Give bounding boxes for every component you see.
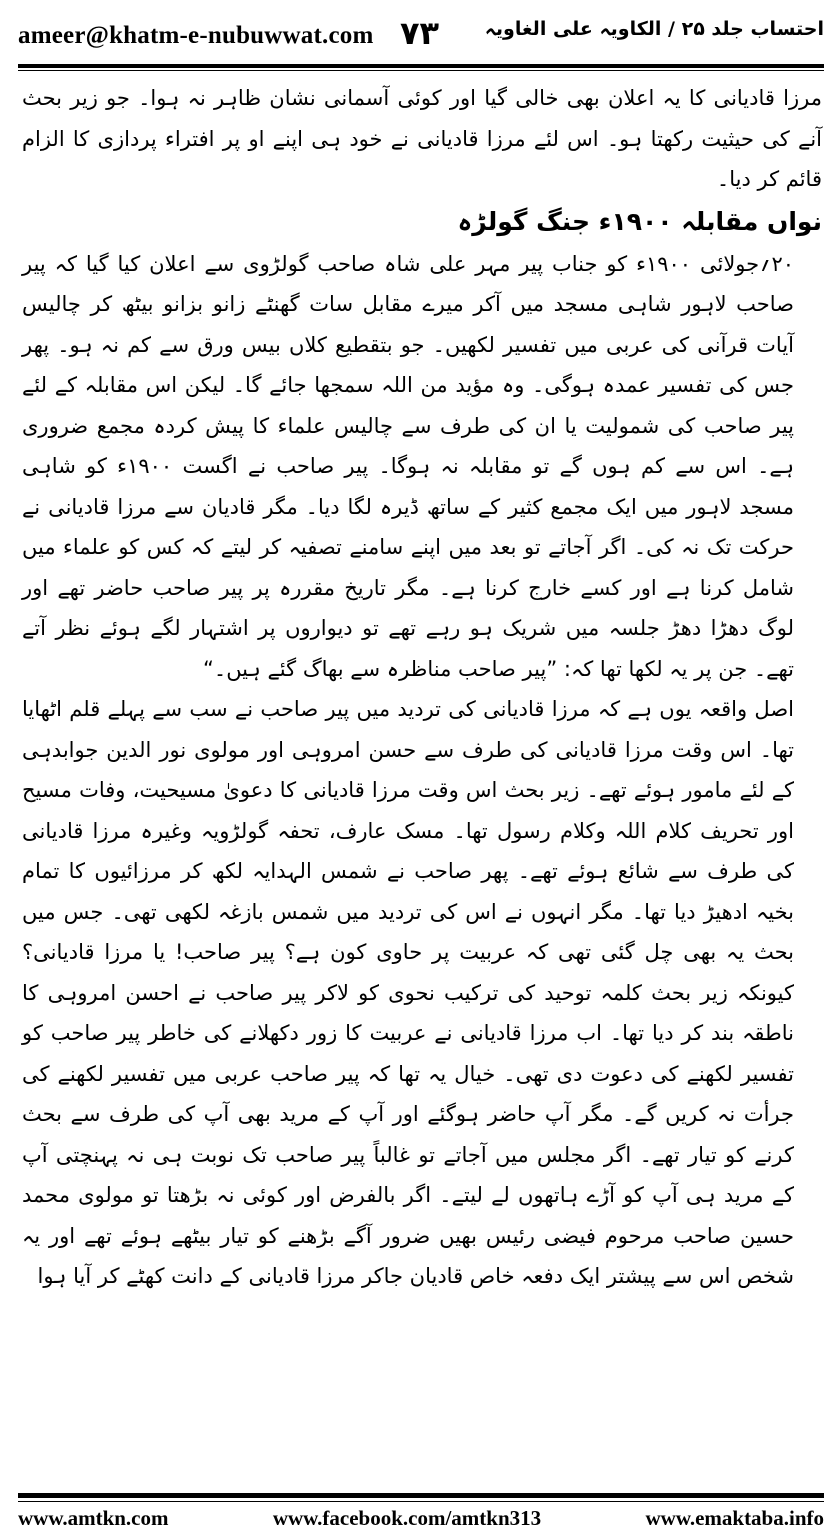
page-header: [18, 14, 824, 60]
footer-link-emaktaba[interactable]: www.emaktaba.info: [645, 1506, 824, 1530]
footer-link-facebook[interactable]: www.facebook.com/amtkn313: [272, 1506, 542, 1530]
header-email[interactable]: ameer@khatm-e-nubuwwat.com: [18, 22, 374, 49]
section-heading: نواں مقابلہ ۱۹۰۰ء جنگ گولڑہ: [457, 206, 822, 236]
footer-link-amtkn[interactable]: www.amtkn.com: [18, 1506, 169, 1530]
header-divider-thin: [18, 70, 824, 71]
footer-divider-thin: [18, 1501, 824, 1502]
main-text: [22, 78, 822, 1297]
paragraph-3: اصل واقعہ یوں ہے کہ مرزا قادیانی کی تردید میں پیر صاحب نے سب سے پہلے قلم اٹھایا تھا۔ اس وقت مرزا قادیانی کی طرف سے حسن امروہی اور مولوی نور الدین جوابدہی کے لئے مامور ہوئے تھے۔ زیر بحث اس وقت مرزا قادیانی کا دعویٰ مسیحیت، وفات مسیح اور تحریف کلام اللہ وکلام رسول تھا۔ مسک عارف، تحفہ گولڑویہ وغیرہ مرزا قادیانی کی طرف سے شائع ہوئے تھے۔ پھر صاحب نے شمس الہدایہ لکھ کر مرزائیوں کا تمام بخیہ ادھیڑ دیا تھا۔ مگر انہوں نے اس کی تردید میں شمس بازغہ لکھی تھی۔ جس میں بحث یہ بھی چل گئی تھی کہ عربیت پر حاوی کون ہے؟ پیر صاحب! یا مرزا قادیانی؟ کیونکہ زیر بحث کلمہ توحید کی ترکیب نحوی کو لاکر پیر صاحب نے احسن امروہی کا ناطقہ بند کر دیا تھا۔ اب مرزا قادیانی نے عربیت کا زور دکھلانے کی خاطر پیر صاحب کو تفسیر لکھنے کی دعوت دی تھی۔ خیال یہ تھا کہ پیر صاحب عربی میں تفسیر لکھنے کی جرأت نہ کریں گے۔ مگر آپ حاضر ہوگئے اور آپ کے مرید بھی آپ کی طرف سے بحث کرنے کو تیار تھے۔ اگر مجلس میں آجاتے تو غالباً پیر صاحب تک نوبت ہی نہ پہنچتی آپ کے مرید ہی آپ کو آڑے ہاتھوں لے لیتے۔ اگر بالفرض اور کوئی نہ بڑھتا تو مولوی محمد حسین صاحب مرحوم فیضی رئیس بھیں ضرور آگے بڑھنے کو تیار بیٹھے ہوئے تھے اور یہ شخص اس سے پیشتر ایک دفعہ خاص قادیان جاکر مرزا قادیانی کے دانت کھٹے کر آیا ہوا: [22, 697, 794, 1288]
paragraph-1: مرزا قادیانی کا یہ اعلان بھی خالی گیا اور کوئی آسمانی نشان ظاہر نہ ہوا۔ جو زیر بحث آنے کی حیثیت رکھتا ہو۔ اس لئے مرزا قادیانی نے خود ہی اپنے او پر افتراء پردازی کا الزام قائم کر دیا۔: [22, 86, 822, 191]
footer-divider: [18, 1493, 824, 1498]
paragraph-2: ۲۰؍جولائی ۱۹۰۰ء کو جناب پیر مہر علی شاہ صاحب گولڑوی سے اعلان کیا گیا کہ پیر صاحب لاہور شاہی مسجد میں آکر میرے مقابل سات گھنٹے زانو بزانو بیٹھ کر چالیس آیات قرآنی کی عربی میں تفسیر لکھیں۔ جو بتقطیع کلاں بیس ورق سے کم نہ ہو۔ پھر جس کی تفسیر عمدہ ہوگی۔ وہ مؤید من اللہ سمجھا جائے گا۔ لیکن اس مقابلہ کے لئے پیر صاحب کی شمولیت یا ان کی طرف سے چالیس علماء کا پیش کردہ مجمع ضروری ہے۔ اس سے کم ہوں گے تو مقابلہ نہ ہوگا۔ پیر صاحب نے اگست ۱۹۰۰ء کو شاہی مسجد لاہور میں ایک مجمع کثیر کے ساتھ ڈیرہ لگا دیا۔ مگر قادیان سے مرزا قادیانی نے حرکت تک نہ کی۔ اگر آجاتے تو بعد میں اپنے سامنے تصفیہ کر لیتے کہ کس کو علماء میں شامل کرنا ہے اور کسے خارج کرنا ہے۔ مگر تاریخ مقررہ پر پیر صاحب حاضر تھے اور لوگ دھڑا دھڑ جلسہ میں شریک ہو رہے تھے تو دیواروں پر اشتہار لگے ہوئے نظر آتے تھے۔ جن پر یہ لکھا تھا کہ: ”پیر صاحب مناظرہ سے بھاگ گئے ہیں۔“: [22, 251, 795, 681]
page-footer: [18, 1506, 824, 1531]
page-number: ۷۳: [400, 14, 440, 52]
book-title: احتساب جلد ۲۵ / الکاویہ علی الغاویہ: [484, 18, 824, 40]
header-divider: [18, 64, 824, 68]
